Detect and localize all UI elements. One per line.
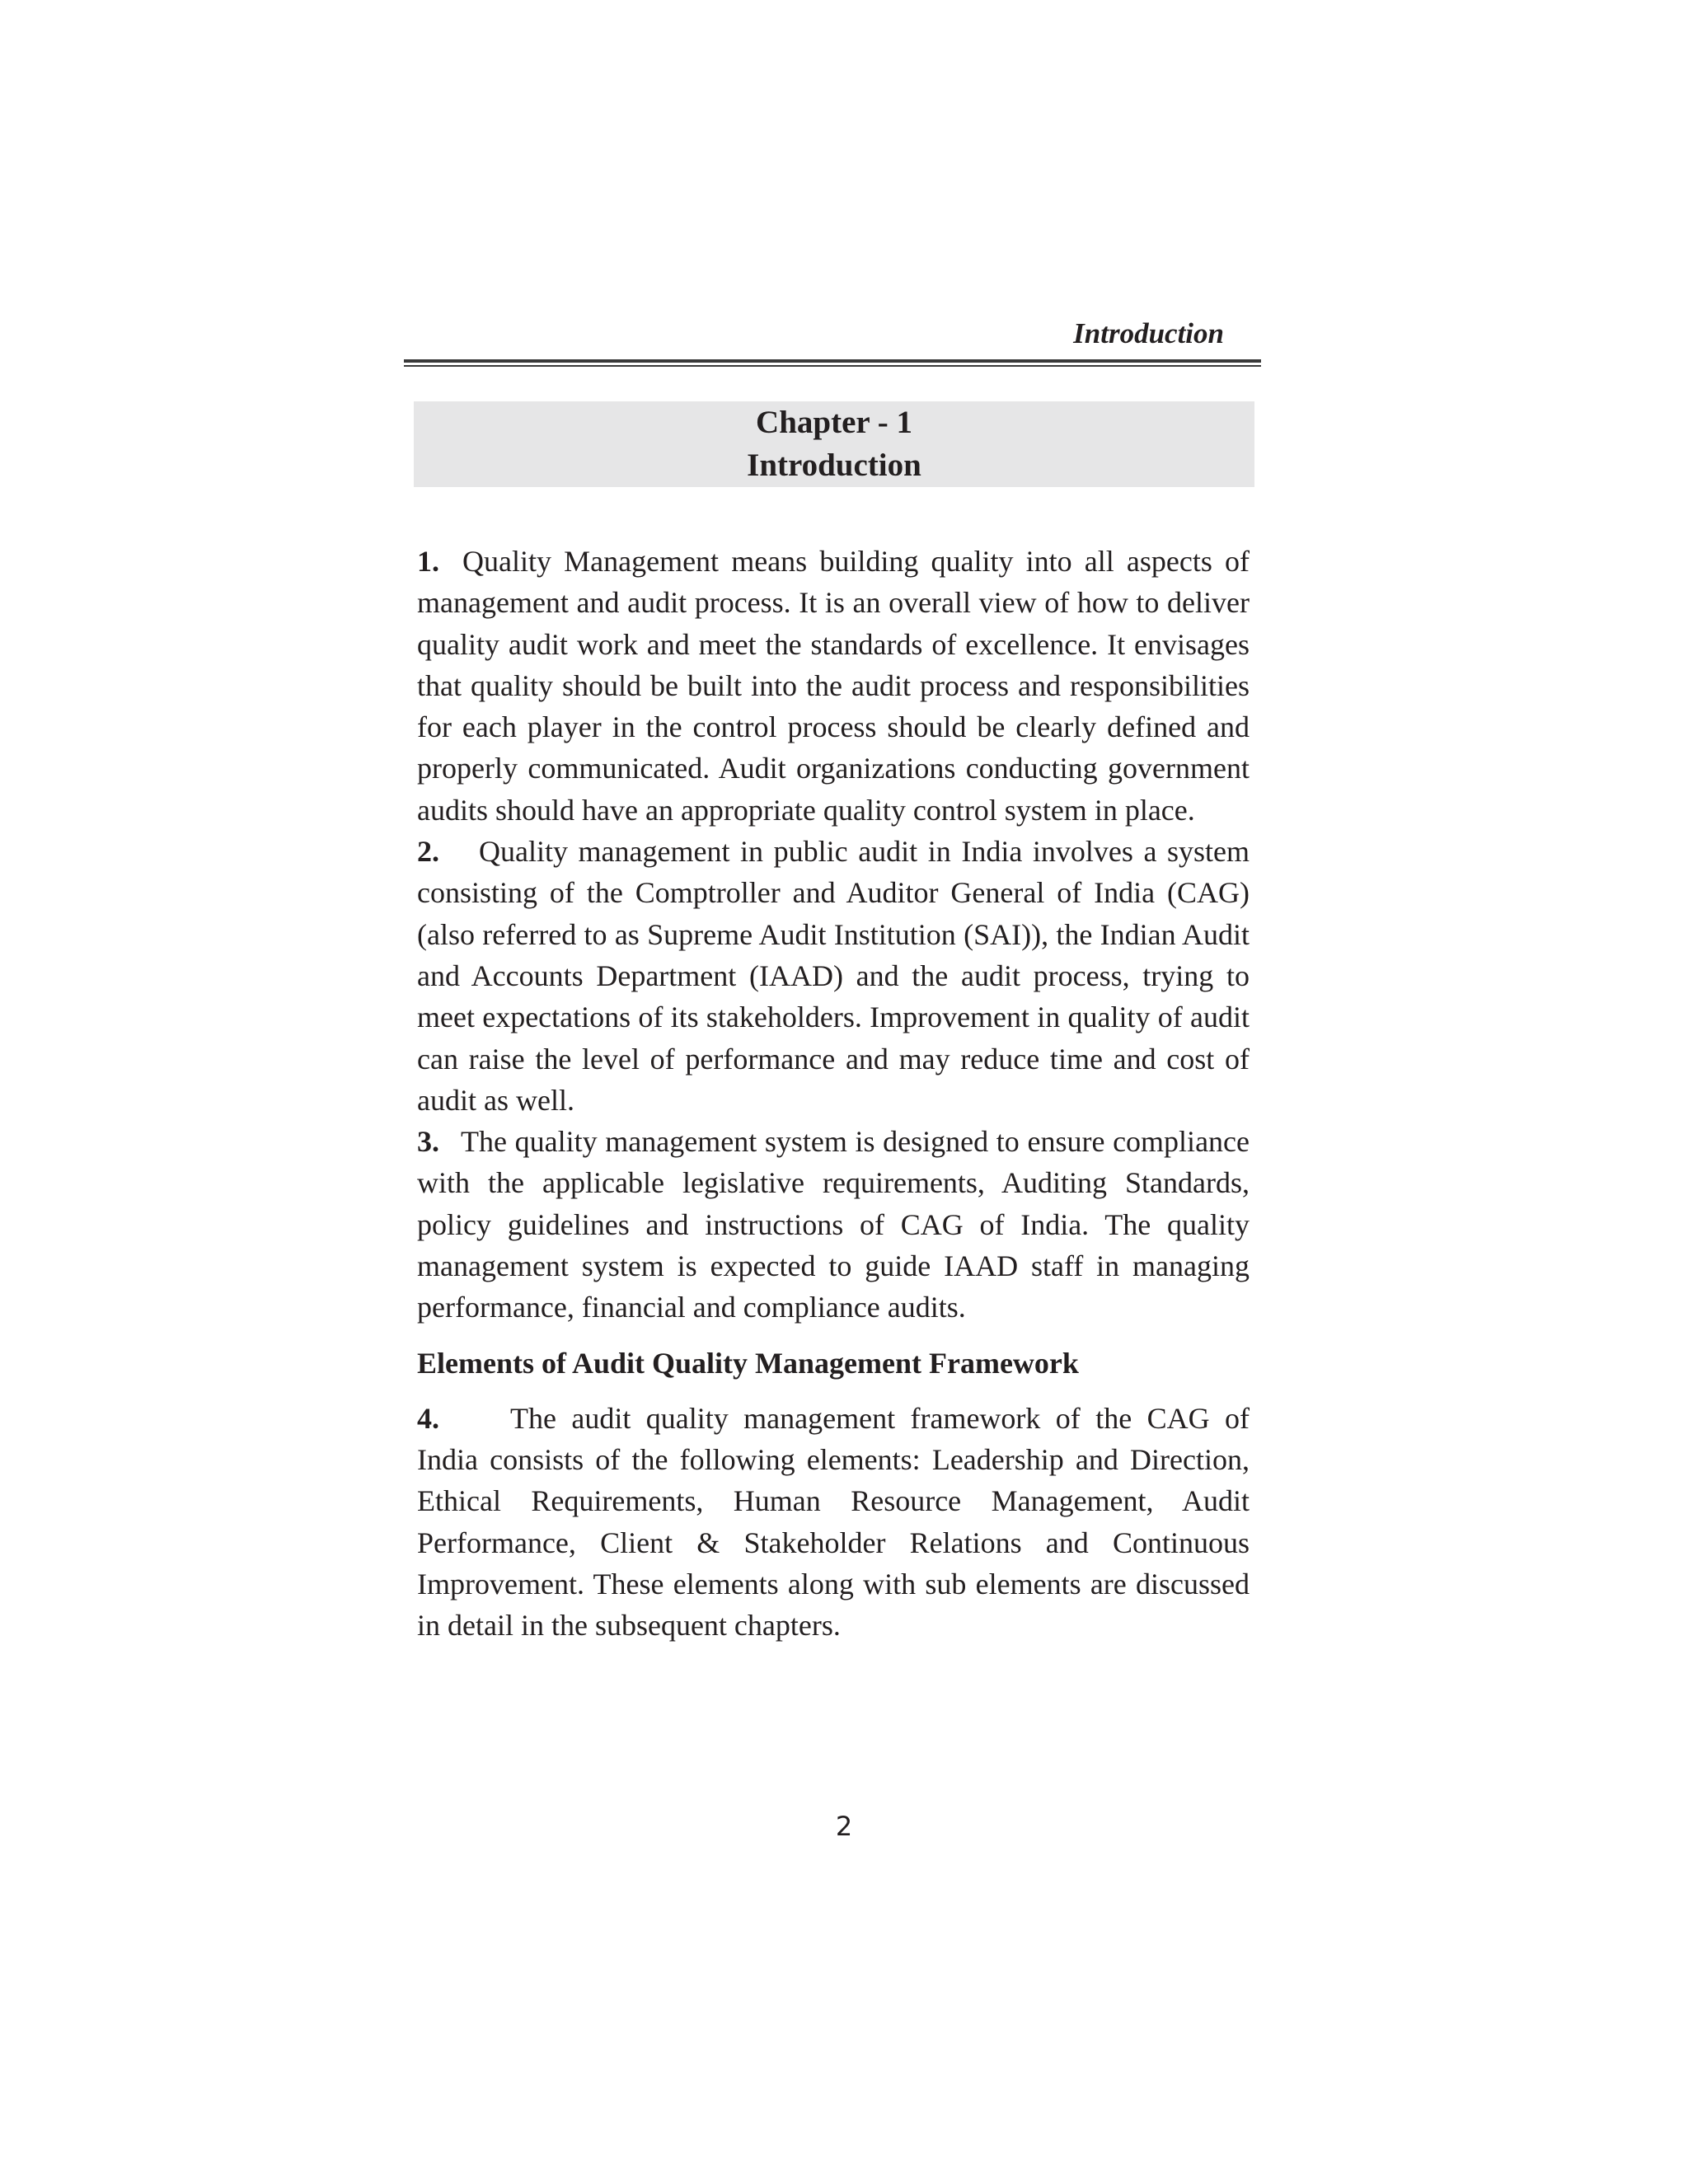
header-rule-thick xyxy=(404,359,1261,363)
section-heading: Elements of Audit Quality Management Framework xyxy=(417,1346,1079,1380)
paragraph-number: 1. xyxy=(417,545,439,578)
page-body xyxy=(417,541,1250,1646)
running-header-title: Introduction xyxy=(1073,317,1224,349)
paragraph-text: Quality management in public audit in India involves a system consisting of the Comptroller and Auditor General of India (CAG) (also referred to as Supreme Audit Institution (SAI)), the Indian Audit and Accounts Department (IAAD) and the audit process, trying to meet expectations of its stakeholders. Improvement in quality of audit can raise the level of performance and may reduce time and cost of audit as well. xyxy=(417,835,1250,1117)
paragraph-2 xyxy=(417,831,1250,1121)
paragraph-number: 4. xyxy=(417,1401,439,1435)
header-rule-thin xyxy=(404,365,1261,367)
paragraph-1 xyxy=(417,541,1250,831)
running-header xyxy=(404,316,1261,367)
paragraph-text: Quality Management means building quality into all aspects of management and audit process. It is an overall view of how to deliver quality audit work and meet the standards of excellence. It envisages that quality should be built into the audit process and responsibilities for each player in the control process should be clearly defined and properly communicated. Audit organizations conducting government audits should have an appropriate quality control system in place. xyxy=(417,545,1250,827)
paragraph-3 xyxy=(417,1121,1250,1328)
paragraph-4 xyxy=(417,1398,1250,1647)
chapter-heading-box xyxy=(414,401,1254,487)
paragraph-number: 3. xyxy=(417,1125,439,1159)
chapter-number: Chapter - 1 xyxy=(756,405,912,440)
paragraph-text: The audit quality management framework of the CAG of India consists of the following elements: Leadership and Direction, Ethical Requirements, Human Resource Management, Audit Performance, Client & Stakeholder Relations and Continuous Improvement. These elements along with sub elements are discussed in detail in the subsequent chapters. xyxy=(417,1401,1250,1643)
paragraph-text: The quality management system is designed to ensure compliance with the applicable legislative requirements, Auditing Standards, policy guidelines and instructions of CAG of India. The quality management system is expected to guide IAAD staff in managing performance, financial and compliance audits. xyxy=(417,1125,1250,1324)
chapter-title: Introduction xyxy=(747,448,921,483)
page-number: 2 xyxy=(835,1811,853,1842)
paragraph-number: 2. xyxy=(417,835,439,869)
